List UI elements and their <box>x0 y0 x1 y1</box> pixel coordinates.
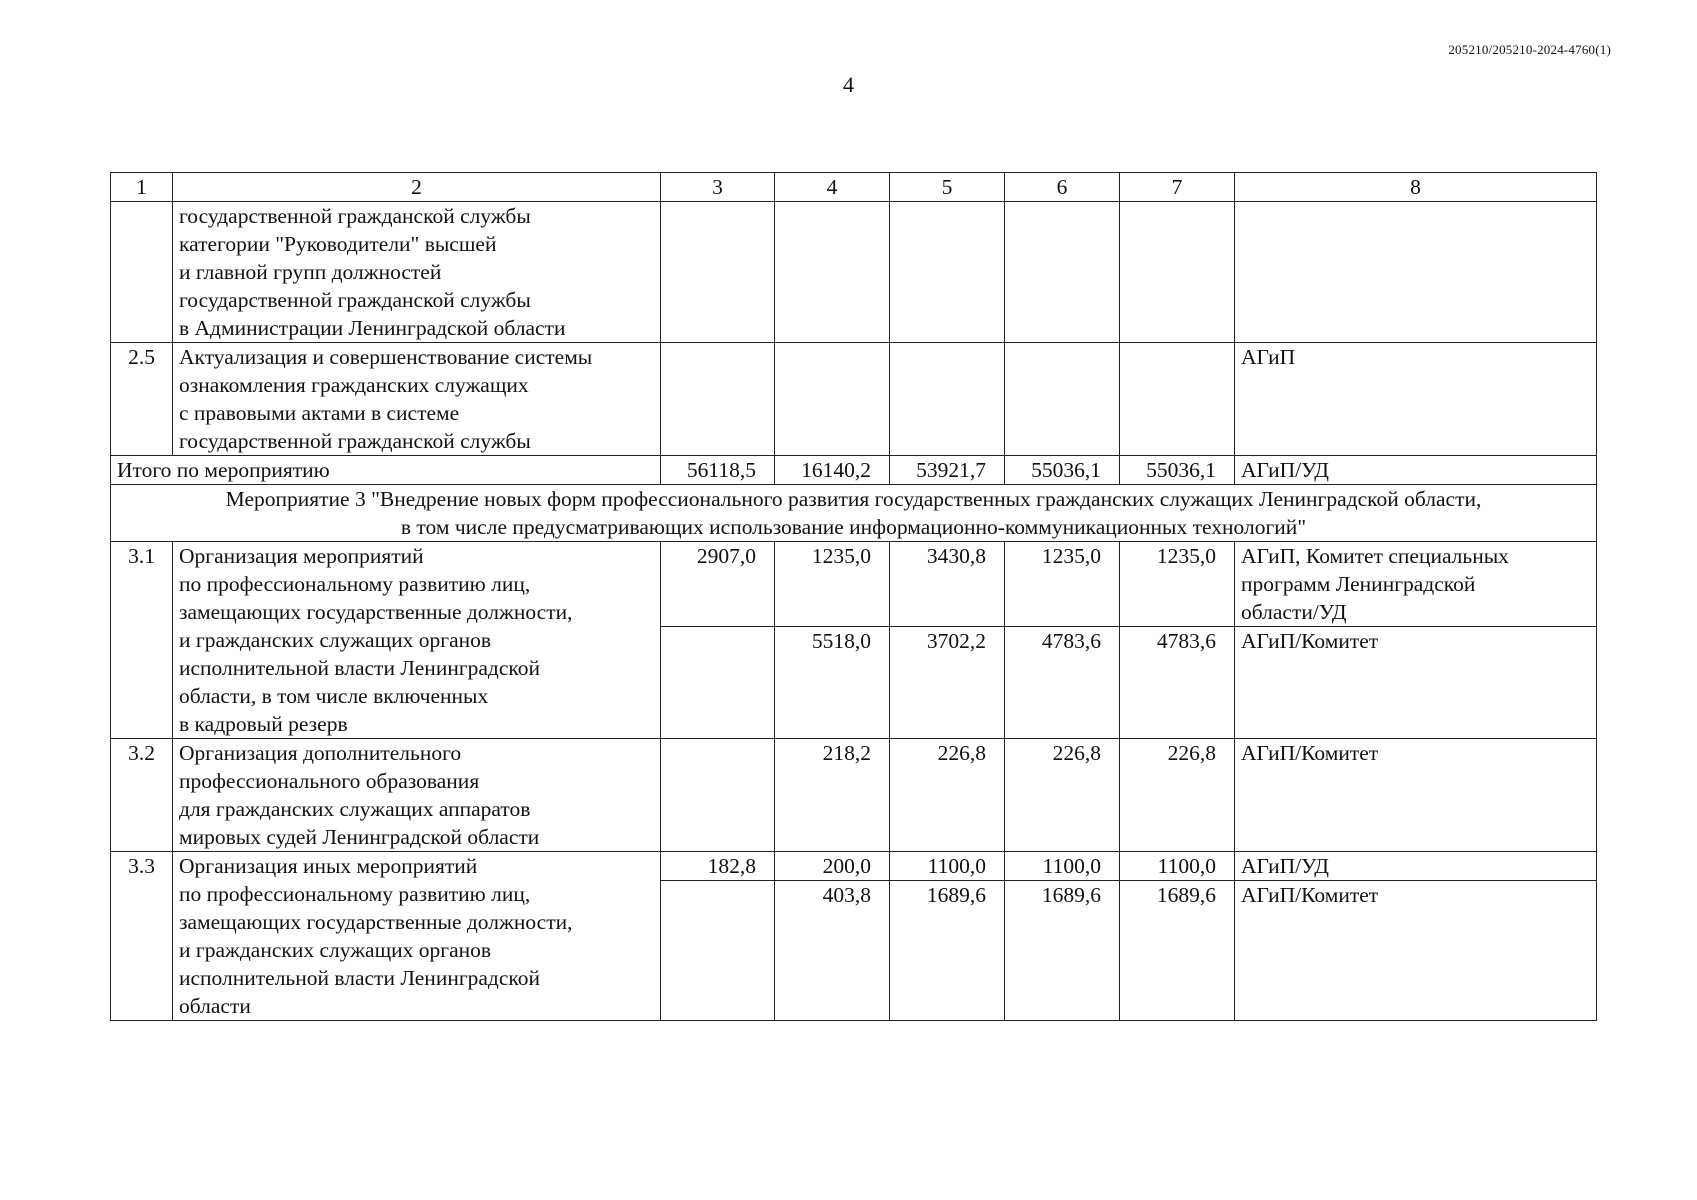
column-header: 8 <box>1235 173 1597 202</box>
row-executor: АГиП/Комитет <box>1235 739 1597 852</box>
row-index: 3.3 <box>111 852 173 1021</box>
table-cell <box>661 202 775 343</box>
column-header: 2 <box>173 173 661 202</box>
cell-value: 182,8 <box>661 852 775 881</box>
column-header: 5 <box>890 173 1005 202</box>
table-cell <box>1120 202 1235 343</box>
cell-value: 4783,6 <box>1120 627 1235 739</box>
table-cell <box>775 202 890 343</box>
cell-value: 1689,6 <box>1120 881 1235 1021</box>
row-description: Организация дополнительного профессионального образования для гражданских служащих аппаратов мировых судей Ленинградской области <box>173 739 661 852</box>
table-cell <box>775 343 890 456</box>
table-cell <box>1005 343 1120 456</box>
row-index <box>111 202 173 343</box>
cell-value: 1689,6 <box>1005 881 1120 1021</box>
cell-value: 4783,6 <box>1005 627 1120 739</box>
section-title: Мероприятие 3 "Внедрение новых форм профессионального развития государственных гражданских служащих Ленинградской области, в том числе предусматривающих использование информационно-коммуникационных технологий" <box>111 485 1597 542</box>
column-header: 6 <box>1005 173 1120 202</box>
table-cell <box>1005 202 1120 343</box>
cell-value: 226,8 <box>1005 739 1120 852</box>
section-header-row <box>111 485 1597 542</box>
total-value: 53921,7 <box>890 456 1005 485</box>
total-value: 56118,5 <box>661 456 775 485</box>
document-id: 205210/205210-2024-4760(1) <box>1448 42 1611 57</box>
row-index: 2.5 <box>111 343 173 456</box>
row-description: Актуализация и совершенствование системы ознакомления гражданских служащих с правовыми актами в системе государственной гражданской службы <box>173 343 661 456</box>
cell-value <box>661 627 775 739</box>
table-row-2-5 <box>111 343 1597 456</box>
cell-value: 1100,0 <box>1120 852 1235 881</box>
row-executor: АГиП/УД <box>1235 852 1597 881</box>
table-row-continuation <box>111 202 1597 343</box>
cell-value: 1235,0 <box>1120 542 1235 627</box>
cell-value: 1689,6 <box>890 881 1005 1021</box>
cell-value <box>661 739 775 852</box>
total-value: 55036,1 <box>1005 456 1120 485</box>
table-cell <box>1120 343 1235 456</box>
cell-value: 218,2 <box>775 739 890 852</box>
budget-table <box>110 172 1597 1021</box>
column-header: 3 <box>661 173 775 202</box>
table-cell <box>1235 202 1597 343</box>
cell-value <box>661 881 775 1021</box>
row-executor: АГиП <box>1235 343 1597 456</box>
table-cell <box>890 202 1005 343</box>
table-row-3-3a <box>111 852 1597 881</box>
cell-value: 403,8 <box>775 881 890 1021</box>
cell-value: 1100,0 <box>1005 852 1120 881</box>
total-value: 16140,2 <box>775 456 890 485</box>
row-executor: АГиП, Комитет специальных программ Ленинградской области/УД <box>1235 542 1597 627</box>
row-index: 3.1 <box>111 542 173 739</box>
cell-value: 3430,8 <box>890 542 1005 627</box>
total-executor: АГиП/УД <box>1235 456 1597 485</box>
total-value: 55036,1 <box>1120 456 1235 485</box>
row-index: 3.2 <box>111 739 173 852</box>
cell-value: 1235,0 <box>1005 542 1120 627</box>
table-cell <box>890 343 1005 456</box>
column-header: 4 <box>775 173 890 202</box>
cell-value: 1100,0 <box>890 852 1005 881</box>
cell-value: 200,0 <box>775 852 890 881</box>
table-row-3-2 <box>111 739 1597 852</box>
column-header: 7 <box>1120 173 1235 202</box>
cell-value: 2907,0 <box>661 542 775 627</box>
column-header-row <box>111 173 1597 202</box>
table-cell <box>661 343 775 456</box>
table-row-total <box>111 456 1597 485</box>
cell-value: 226,8 <box>890 739 1005 852</box>
column-header: 1 <box>111 173 173 202</box>
page-number: 4 <box>843 72 854 97</box>
table-row-3-1a <box>111 542 1597 627</box>
row-description: Организация иных мероприятий по профессиональному развитию лиц, замещающих государственные должности, и гражданских служащих органов исполнительной власти Ленинградской области <box>173 852 661 1021</box>
cell-value: 5518,0 <box>775 627 890 739</box>
row-executor: АГиП/Комитет <box>1235 627 1597 739</box>
row-executor: АГиП/Комитет <box>1235 881 1597 1021</box>
cell-value: 3702,2 <box>890 627 1005 739</box>
row-description: государственной гражданской службы категории "Руководители" высшей и главной групп должностей государственной гражданской службы в Администрации Ленинградской области <box>173 202 661 343</box>
total-label: Итого по мероприятию <box>111 456 661 485</box>
row-description: Организация мероприятий по профессиональному развитию лиц, замещающих государственные должности, и гражданских служащих органов исполнительной власти Ленинградской области, в том числе включенных в кадровый резерв <box>173 542 661 739</box>
cell-value: 226,8 <box>1120 739 1235 852</box>
cell-value: 1235,0 <box>775 542 890 627</box>
